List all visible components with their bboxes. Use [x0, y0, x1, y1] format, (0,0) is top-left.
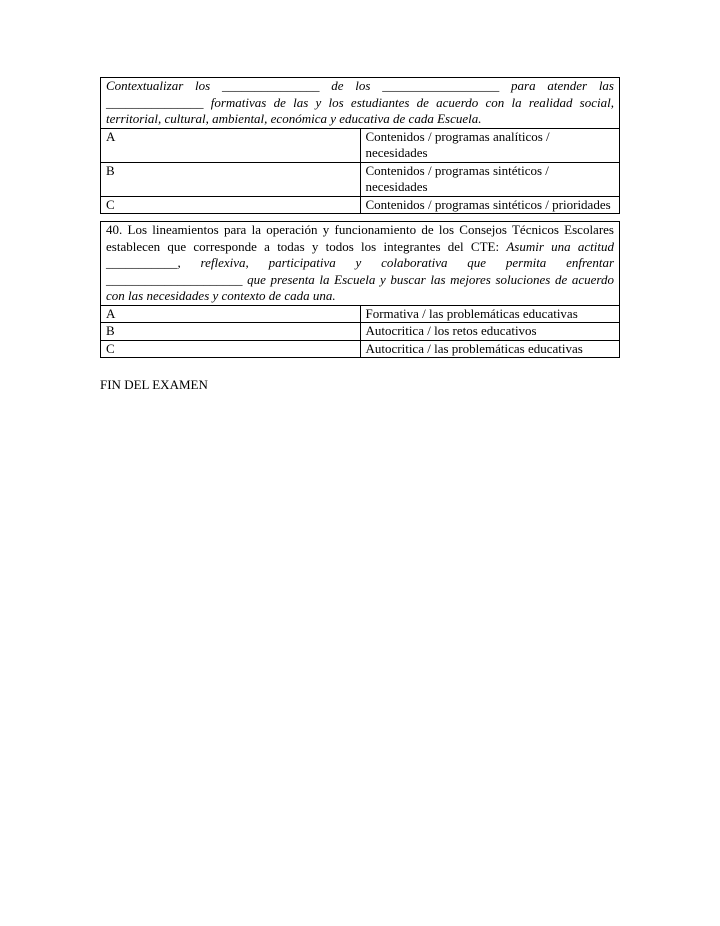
question-block-1 — [100, 77, 620, 214]
question-stem-italic: Contextualizar los _______________ de los __________________ para atender las _______________ formativas de las y los estudiantes de acuerdo con la realidad social, territorial, cultural, ambiental, económica y educativa de cada Escuela. — [106, 78, 614, 126]
answer-option-row — [101, 305, 620, 323]
option-letter: C — [101, 340, 361, 358]
option-letter: B — [101, 162, 361, 196]
question-stem — [101, 222, 620, 306]
option-text: Autocritica / las problemáticas educativas — [360, 340, 620, 358]
option-text: Autocritica / los retos educativos — [360, 323, 620, 341]
question-stem-plain: 40. Los lineamientos para la operación y funcionamiento de los Consejos Técnicos Escolares establecen que corresponde a todas y todos los integrantes del CTE: — [106, 222, 614, 254]
option-text: Formativa / las problemáticas educativas — [360, 305, 620, 323]
option-letter: B — [101, 323, 361, 341]
question-stem-row — [101, 222, 620, 306]
option-letter: C — [101, 196, 361, 214]
answer-option-row — [101, 162, 620, 196]
question-stem-italic: Asumir una actitud ___________, reflexiva, participativa y colaborativa que permita enfrentar _____________________ que presenta la Escuela y buscar las mejores soluciones de acuerdo con las necesidades y contexto de cada una. — [106, 238, 614, 303]
option-text: Contenidos / programas analíticos / necesidades — [360, 128, 620, 162]
question-stem-row — [101, 78, 620, 129]
answer-option-row — [101, 340, 620, 358]
answer-option-row — [101, 323, 620, 341]
exam-end-text: FIN DEL EXAMEN — [100, 377, 208, 392]
question-stem — [101, 78, 620, 129]
option-letter: A — [101, 128, 361, 162]
question-block-40 — [100, 221, 620, 358]
exam-page — [100, 77, 620, 393]
option-text: Contenidos / programas sintéticos / necesidades — [360, 162, 620, 196]
answer-option-row — [101, 128, 620, 162]
option-letter: A — [101, 305, 361, 323]
answer-option-row — [101, 196, 620, 214]
option-text: Contenidos / programas sintéticos / prioridades — [360, 196, 620, 214]
spacer — [100, 214, 620, 221]
